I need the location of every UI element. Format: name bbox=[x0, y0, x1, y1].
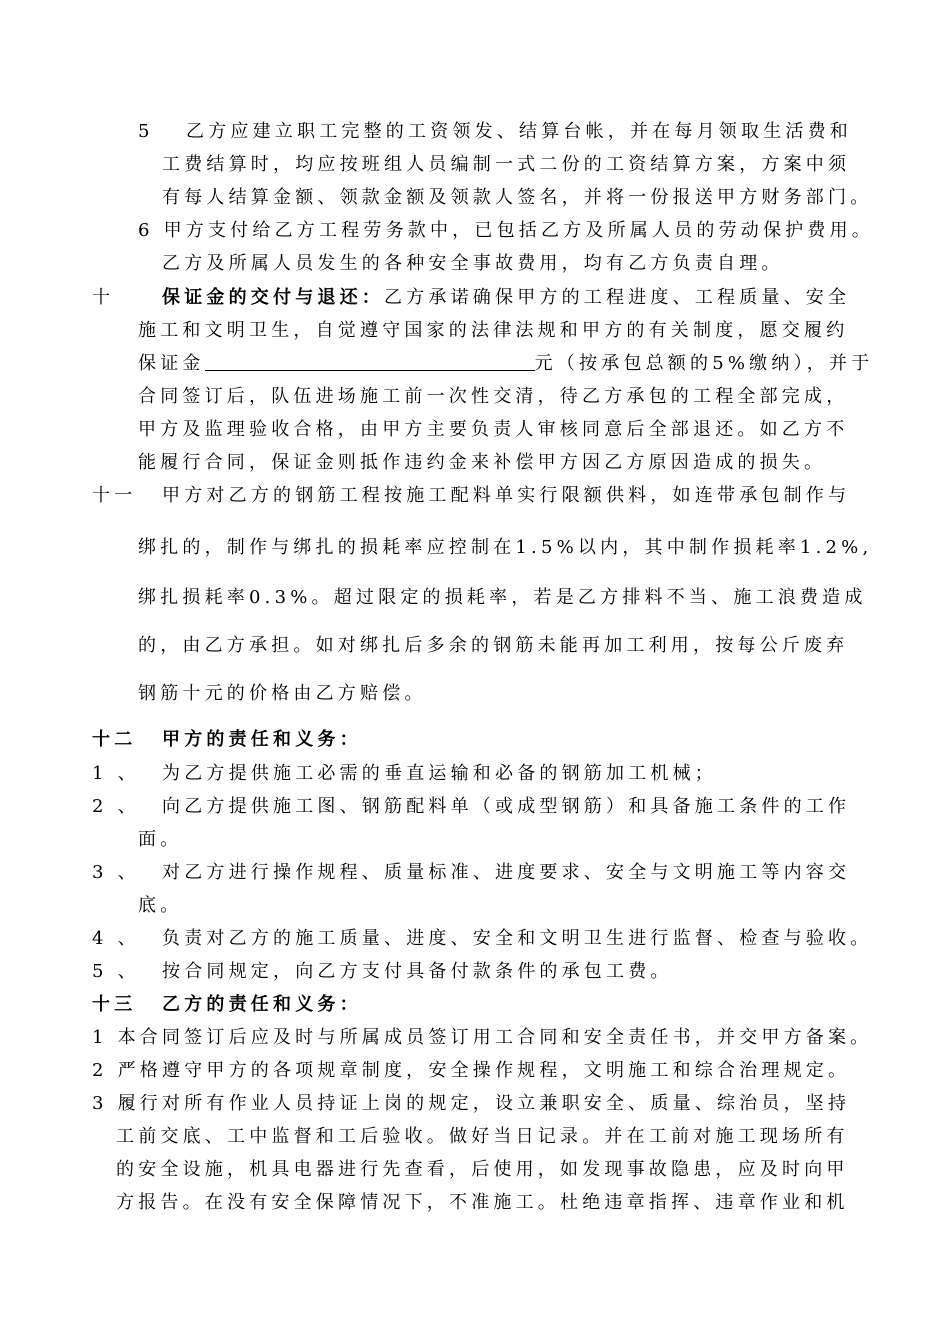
section-10-line-2: 施工和文明卫生，自觉遵守国家的法律法规和甲方的有关制度，愿交履约 bbox=[138, 320, 849, 341]
item-6-line-2: 乙方及所属人员发生的各种安全事故费用，均有乙方负责自理。 bbox=[162, 253, 784, 274]
item-5-line-3: 有每人结算金额、领款金额及领款人签名，并将一份报送甲方财务部门。 bbox=[162, 187, 873, 208]
s12-item-2-number: 2 、 bbox=[92, 796, 140, 817]
deposit-label: 保证金 bbox=[138, 353, 205, 374]
section-11-line-5: 钢筋十元的价格由乙方赔偿。 bbox=[138, 683, 427, 704]
section-11-number: 十一 bbox=[92, 485, 137, 506]
section-12-number: 十二 bbox=[92, 729, 137, 750]
section-10-title: 保证金的交付与退还： bbox=[162, 287, 384, 308]
s12-item-2-text: 向乙方提供施工图、钢筋配料单（或成型钢筋）和具备施工条件的工作 bbox=[162, 796, 851, 817]
deposit-terms: 元（按承包总额的5%缴纳），并于 bbox=[534, 353, 874, 374]
section-12-title: 甲方的责任和义务： bbox=[162, 729, 362, 750]
s12-item-1-number: 1 、 bbox=[92, 763, 140, 784]
s13-line-2: 2 严格遵守甲方的各项规章制度，安全操作规程，文明施工和综合治理规定。 bbox=[92, 1060, 851, 1081]
section-11-line-4: 的，由乙方承担。如对绑扎后多余的钢筋未能再加工利用，按每公斤废弃 bbox=[138, 635, 849, 656]
item-6-line-1: 6 甲方支付给乙方工程劳务款中，已包括乙方及所属人员的劳动保护费用。 bbox=[138, 220, 874, 241]
section-11-line-3: 绑扎损耗率0.3%。超过限定的损耗率，若是乙方排料不当、施工浪费造成 bbox=[138, 587, 867, 608]
section-10-line-5: 甲方及监理验收合格，由甲方主要负责人审核同意后全部退还。如乙方不 bbox=[138, 419, 849, 440]
s13-line-3: 3 履行对所有作业人员持证上岗的规定，设立兼职安全、质量、综治员，坚持 bbox=[92, 1093, 851, 1114]
item-5-line-2: 工费结算时，均应按班组人员编制一式二份的工资结算方案，方案中须 bbox=[162, 154, 851, 175]
s12-item-2-continuation: 面。 bbox=[138, 829, 183, 850]
section-10-line-1: 乙方承诺确保甲方的工程进度、工程质量、安全 bbox=[384, 287, 851, 308]
section-10-line-6: 能履行合同，保证金则抵作违约金来补偿甲方因乙方原因造成的损失。 bbox=[138, 452, 827, 473]
s13-line-5: 的安全设施，机具电器进行先查看，后使用，如发现事故隐患，应及时向甲 bbox=[116, 1159, 849, 1180]
s12-item-5-number: 5 、 bbox=[92, 961, 140, 982]
s12-item-3-text: 对乙方进行操作规程、质量标准、进度要求、安全与文明施工等内容交 bbox=[162, 862, 851, 883]
section-13-title: 乙方的责任和义务： bbox=[162, 994, 362, 1015]
s13-line-1: 1 本合同签订后应及时与所属成员签订用工合同和安全责任书，并交甲方备案。 bbox=[92, 1027, 873, 1048]
section-10-number: 十 bbox=[92, 287, 115, 308]
section-11-line-2: 绑扎的，制作与绑扎的损耗率应控制在1.5%以内，其中制作损耗率1.2%, bbox=[138, 537, 873, 558]
section-11-line-1: 甲方对乙方的钢筋工程按施工配料单实行限额供料，如连带承包制作与 bbox=[162, 485, 851, 506]
s12-item-4-text: 负责对乙方的施工质量、进度、安全和文明卫生进行监督、检查与验收。 bbox=[162, 928, 873, 949]
s12-item-5-text: 按合同规定，向乙方支付具备付款条件的承包工费。 bbox=[162, 961, 673, 982]
section-13-number: 十三 bbox=[92, 994, 137, 1015]
item-5-number: 5 bbox=[138, 121, 154, 142]
s12-item-1-text: 为乙方提供施工必需的垂直运输和必备的钢筋加工机械； bbox=[162, 763, 717, 784]
s13-line-4: 工前交底、工中监督和工后验收。做好当日记录。并在工前对施工现场所有 bbox=[116, 1126, 849, 1147]
section-10-line-4: 合同签订后，队伍进场施工前一次性交清，待乙方承包的工程全部完成， bbox=[138, 386, 849, 407]
s13-line-6: 方报告。在没有安全保障情况下，不准施工。杜绝违章指挥、违章作业和机 bbox=[116, 1192, 849, 1213]
s12-item-3-number: 3 、 bbox=[92, 862, 140, 883]
deposit-amount-blank[interactable] bbox=[205, 352, 535, 371]
s12-item-3-continuation: 底。 bbox=[138, 895, 183, 916]
s12-item-4-number: 4 、 bbox=[92, 928, 140, 949]
item-5-line-1: 乙方应建立职工完整的工资领发、结算台帐，并在每月领取生活费和 bbox=[186, 121, 852, 142]
